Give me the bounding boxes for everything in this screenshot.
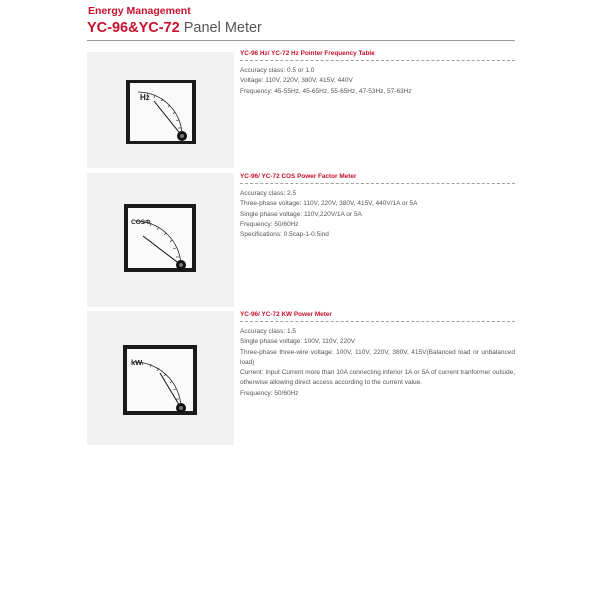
title-name: Panel Meter [183, 20, 262, 36]
product-power-factor-meter [87, 173, 515, 307]
page-title [87, 20, 262, 36]
product-photo [87, 52, 234, 168]
title-model: YC-96&YC-72 [87, 20, 180, 36]
spec-line: Accuracy class: 1.5 [240, 328, 296, 335]
title-divider [87, 40, 515, 41]
product-title: YC-96/ YC-72 COS Power Factor Meter [240, 173, 357, 180]
spec-line: Frequency: 50/60Hz [240, 389, 299, 397]
section-label: Energy Management [88, 5, 191, 17]
dial-label: Hz [140, 93, 150, 102]
spec-line: Three-phase voltage: 110V, 220V, 380V, 415V, 440V/1A or 5A [240, 200, 418, 208]
product-divider [240, 321, 515, 322]
spec-line: Single phase voltage: 100V, 110V, 220V [240, 338, 356, 346]
spec-line: Accuracy class: 0.5 or 1.0 [240, 67, 315, 74]
spec-line: Frequency: 45-55Hz, 45-65Hz, 55-65Hz, 47-53Hz, 57-63Hz [240, 87, 412, 95]
power-meter-image [87, 311, 234, 445]
product-frequency-meter [87, 50, 515, 170]
spec-line: Single phase voltage: 110V,220V/1A or 5A [240, 210, 362, 218]
product-photo [87, 311, 234, 445]
product-title: YC-96/ YC-72 KW Power Meter [240, 311, 332, 318]
product-photo [87, 173, 234, 307]
product-divider [240, 60, 515, 61]
power-factor-meter-image [87, 173, 234, 307]
frequency-meter-image [87, 52, 234, 168]
dial-label: kW [131, 358, 143, 367]
product-info [240, 173, 515, 240]
dial-label: COSΦ [131, 219, 151, 226]
product-power-meter [87, 311, 515, 445]
product-title: YC-96 Hz/ YC-72 Hz Pointer Frequency Table [240, 50, 375, 57]
spec-line: Three-phase three-wire voltage: 100V, 110V, 220V, 380V, 415V(Balanced load or unbalanced load) [240, 348, 515, 366]
spec-line: Frequency: 50/60Hz [240, 220, 299, 228]
product-divider [240, 183, 515, 184]
spec-line: Specifications: 0.5cap-1-0.5ind [240, 231, 329, 239]
product-info [240, 50, 515, 97]
spec-line: Accuracy class: 2.5 [240, 190, 296, 197]
spec-line: Voltage: 110V, 220V, 380V, 415V, 440V [240, 77, 353, 85]
product-info [240, 311, 515, 399]
spec-line: Current: Input Current more than 10A connecting inferior 1A or 5A of current tranformer outside, otherwise allowing direct access according to the current value. [240, 369, 515, 387]
